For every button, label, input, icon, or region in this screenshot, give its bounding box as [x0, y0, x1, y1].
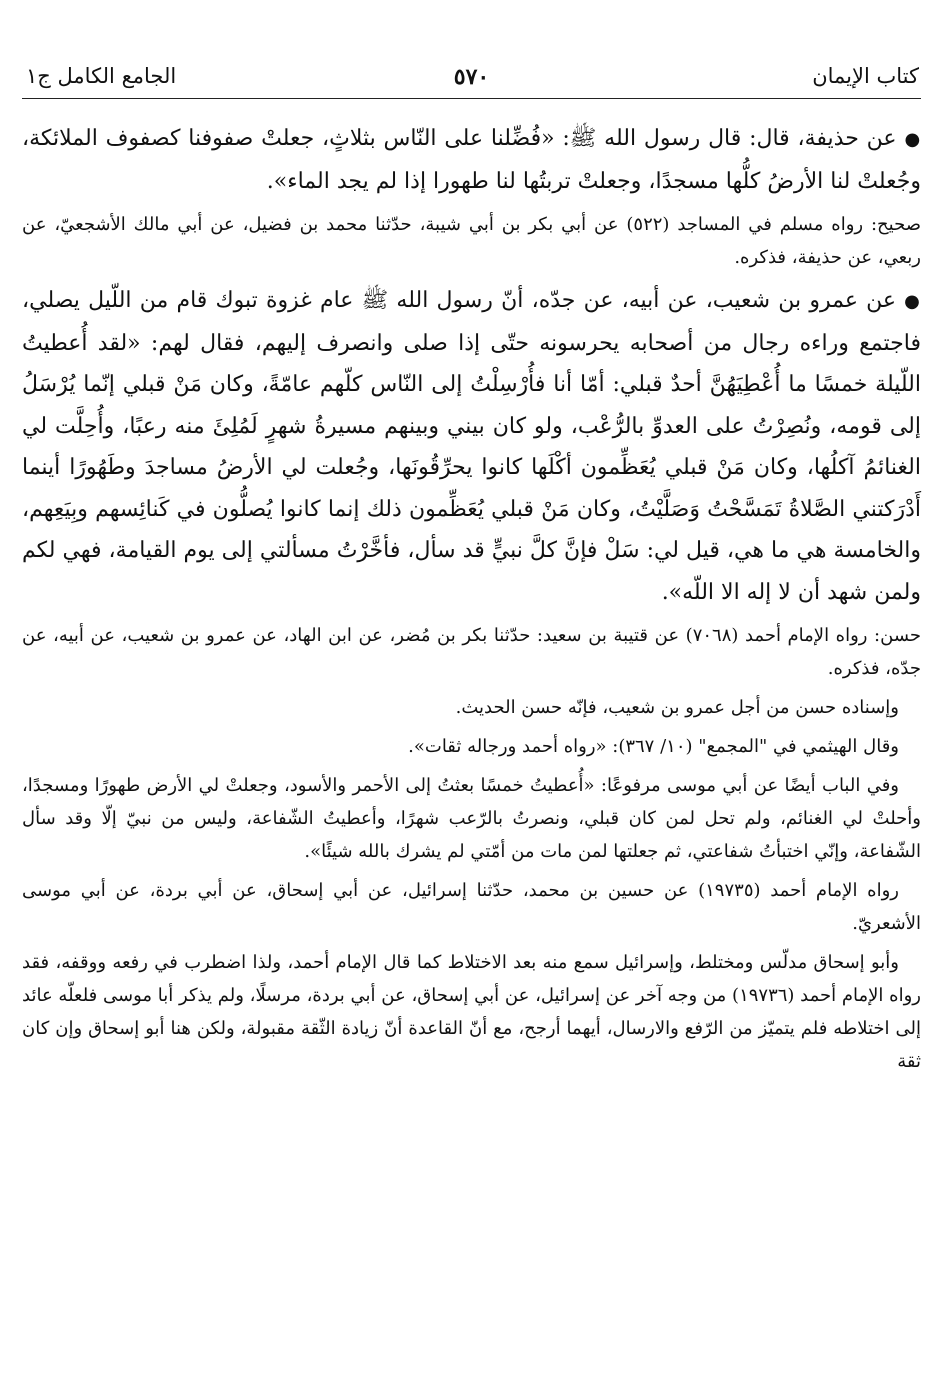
- collection-title: الجامع الكامل ج١: [26, 64, 177, 88]
- commentary-note: وقال الهيثمي في "المجمع" (١٠/ ٣٦٧): «رواه أحمد ورجاله ثقات».: [408, 736, 899, 757]
- book-title: كتاب الإيمان: [812, 64, 919, 88]
- commentary-note: وإسناده حسن من أجل عمرو بن شعيب، فإنّه حسن الحديث.: [455, 697, 899, 718]
- takhrij-note: صحيح: رواه مسلم في المساجد (٥٢٢) عن أبي بكر بن أبي شيبة، حدّثنا محمد بن فضيل، عن أبي مالك الأشجعيّ، عن ربعي، عن حذيفة، فذكره.: [22, 214, 921, 268]
- takhrij-note: حسن: رواه الإمام أحمد (٧٠٦٨) عن قتيبة بن سعيد: حدّثنا بكر بن مُضر، عن ابن الهاد، عن عمرو بن شعيب، عن أبيه، عن جدّه، فذكره.: [22, 625, 922, 679]
- hadith-text: عن حذيفة، قال: قال رسول الله ﷺ: «فُضِّلنا على النّاس بثلاثٍ، جعلتْ صفوفنا كصفوف الملائكة، وجُعلتْ لنا الأرضُ كلُّها مسجدًا، وجعلتْ تربتُها لنا طهورا إذا لم يجد الماء».: [22, 126, 921, 194]
- bullet-mark: ●: [904, 129, 921, 150]
- commentary-note: رواه الإمام أحمد (١٩٧٣٥) عن حسين بن محمد، حدّثنا إسرائيل، عن أبي إسحاق، عن أبي بردة، عن أبي موسى الأشعريّ.: [22, 880, 921, 934]
- commentary-note: وأبو إسحاق مدلّس ومختلط، وإسرائيل سمع منه بعد الاختلاط كما قال الإمام أحمد، ولذا اضطرب في رفعه ووقفه، فقد رواه الإمام أحمد (١٩٧٣٦) من وجه آخر عن إسرائيل، عن أبي إسحاق، عن أبي بردة، مرسلًا، ولم يذكر أبا موسى فلعلّه عائد إلى اختلاطه فلم يتميّز من الرّفع والارسال، أيهما أرجح، مع أنّ القاعدة أنّ زيادة الثّقة مقبولة، ولكن هنا أبو إسحاق وإن كان ثقة: [22, 952, 921, 1072]
- hadith-text: عن عمرو بن شعيب، عن أبيه، عن جدّه، أنّ رسول الله ﷺ عام غزوة تبوك قام من اللّيل يصلي، فاجتمع وراءه رجال من أصحابه يحرسونه حتّى إذا صلى وانصرف إليهم، فقال لهم: «لقد أُعطيتُ اللّيلة خمسًا ما أُعْطِيَهُنَّ أحدٌ قبلي: أمّا أنا فأُرْسِلْتُ إلى النّاس كلّهم عامّةً، وكان مَنْ قبلي إنّما يُرْسَلُ إلى قومه، ونُصِرْتُ على العدوِّ بالرُّعْب، ولو كان بيني وبينهم مسيرةُ شهرٍ لَمُلِئَ منه رعبًا، وأُحِلَّت لي الغنائمُ آكلُها، وكان مَنْ قبلي يُعَظِّمون أكْلَها كانوا يحرِّقُونَها، وجُعلت لي الأرضُ مساجدَ وطَهُورًا أينما أَدْرَكتني الصَّلاةُ تَمَسَّحْتُ وَصَلَّيْتُ، وكان مَنْ قبلي يُعَظِّمون ذلك إنما كانوا يُصلُّون في كَنائِسهم وبِيَعِهم، والخامسة هي ما هي، قيل لي: سَلْ فإنَّ كلَّ نبيٍّ قد سأل، فأخَّرْتُ مسألتي إلى يوم القيامة، فهي لكم ولمن شهد أن لا إله الا اللّه».: [22, 288, 921, 605]
- page-header: [22, 58, 921, 99]
- hadith-paragraph: [22, 118, 921, 202]
- page-body: [22, 118, 921, 1084]
- hadith-paragraph: [22, 280, 921, 613]
- bullet-mark: ●: [904, 291, 921, 312]
- page-number: ٥٧٠: [453, 64, 490, 90]
- commentary-note: وفي الباب أيضًا عن أبي موسى مرفوعًا: «أُعطيتُ خمسًا بعثتُ إلى الأحمر والأسود، وجعلتْ لي الأرض طهورًا ومسجدًا، وأحلتْ لي الغنائم، ولم تحل لمن كان قبلي، ونصرتُ بالرّعب شهرًا، وأعطيتُ الشّفاعة، وليس من نبيّ إلّا وقد سأل الشّفاعة، وإنّي اختبأتُ شفاعتي، ثم جعلتها لمن مات من أمّتي لم يشرك بالله شيئًا».: [22, 775, 921, 862]
